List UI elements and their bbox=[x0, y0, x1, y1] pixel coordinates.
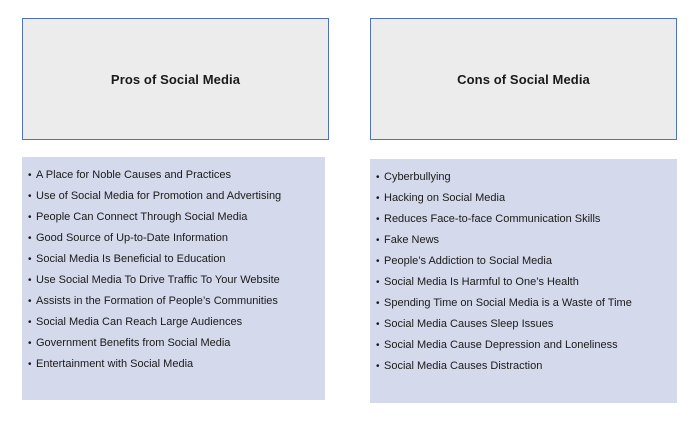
list-item-text: A Place for Noble Causes and Practices bbox=[36, 169, 232, 181]
list-item bbox=[376, 335, 677, 356]
bullet-icon: • bbox=[28, 296, 32, 307]
list-item-text: People’s Addiction to Social Media bbox=[384, 255, 552, 267]
pros-title: Pros of Social Media bbox=[110, 71, 241, 87]
list-item bbox=[376, 167, 677, 188]
cons-list bbox=[370, 167, 677, 377]
list-item bbox=[28, 270, 325, 291]
bullet-icon: • bbox=[28, 275, 32, 286]
list-item-text: Reduces Face-to-face Communication Skills bbox=[384, 213, 601, 225]
bullet-icon: • bbox=[28, 254, 32, 265]
list-item-text: Assists in the Formation of People’s Communities bbox=[36, 295, 278, 307]
bullet-icon: • bbox=[28, 317, 32, 328]
pros-list-box bbox=[22, 157, 325, 400]
list-item-text: People Can Connect Through Social Media bbox=[36, 211, 248, 223]
bullet-icon: • bbox=[376, 319, 380, 330]
list-item bbox=[376, 188, 677, 209]
bullet-icon: • bbox=[28, 233, 32, 244]
list-item-text: Social Media Can Reach Large Audiences bbox=[36, 316, 243, 328]
cons-header-box bbox=[370, 18, 677, 140]
list-item bbox=[28, 354, 325, 375]
list-item bbox=[28, 228, 325, 249]
cons-list-box bbox=[370, 159, 677, 403]
list-item bbox=[376, 356, 677, 377]
bullet-icon: • bbox=[376, 277, 380, 288]
bullet-icon: • bbox=[28, 359, 32, 370]
pros-header-box bbox=[22, 18, 329, 140]
bullet-icon: • bbox=[28, 191, 32, 202]
list-item-text: Use Social Media To Drive Traffic To Your Website bbox=[36, 274, 280, 286]
list-item bbox=[376, 293, 677, 314]
list-item bbox=[28, 165, 325, 186]
bullet-icon: • bbox=[376, 193, 380, 204]
list-item bbox=[28, 333, 325, 354]
bullet-icon: • bbox=[376, 256, 380, 267]
list-item bbox=[28, 186, 325, 207]
list-item bbox=[28, 291, 325, 312]
list-item-text: Social Media Is Beneficial to Education bbox=[36, 253, 226, 265]
list-item-text: Hacking on Social Media bbox=[384, 192, 506, 204]
bullet-icon: • bbox=[376, 235, 380, 246]
list-item bbox=[376, 251, 677, 272]
list-item-text: Government Benefits from Social Media bbox=[36, 337, 231, 349]
list-item-text: Spending Time on Social Media is a Waste of Time bbox=[384, 297, 632, 309]
list-item-text: Social Media Causes Sleep Issues bbox=[384, 318, 554, 330]
list-item bbox=[28, 207, 325, 228]
list-item bbox=[376, 272, 677, 293]
list-item-text: Cyberbullying bbox=[384, 171, 451, 183]
bullet-icon: • bbox=[376, 298, 380, 309]
bullet-icon: • bbox=[376, 340, 380, 351]
bullet-icon: • bbox=[376, 172, 380, 183]
bullet-icon: • bbox=[28, 338, 32, 349]
list-item-text: Fake News bbox=[384, 234, 440, 246]
list-item bbox=[376, 209, 677, 230]
bullet-icon: • bbox=[28, 212, 32, 223]
list-item-text: Good Source of Up-to-Date Information bbox=[36, 232, 228, 244]
list-item bbox=[28, 312, 325, 333]
list-item-text: Social Media Cause Depression and Loneliness bbox=[384, 339, 618, 351]
list-item-text: Use of Social Media for Promotion and Advertising bbox=[36, 190, 282, 202]
list-item-text: Social Media Is Harmful to One’s Health bbox=[384, 276, 579, 288]
list-item bbox=[28, 249, 325, 270]
bullet-icon: • bbox=[376, 214, 380, 225]
pros-list bbox=[22, 165, 325, 375]
list-item bbox=[376, 230, 677, 251]
list-item bbox=[376, 314, 677, 335]
list-item-text: Entertainment with Social Media bbox=[36, 358, 194, 370]
bullet-icon: • bbox=[376, 361, 380, 372]
list-item-text: Social Media Causes Distraction bbox=[384, 360, 543, 372]
bullet-icon: • bbox=[28, 170, 32, 181]
cons-title: Cons of Social Media bbox=[457, 71, 590, 87]
